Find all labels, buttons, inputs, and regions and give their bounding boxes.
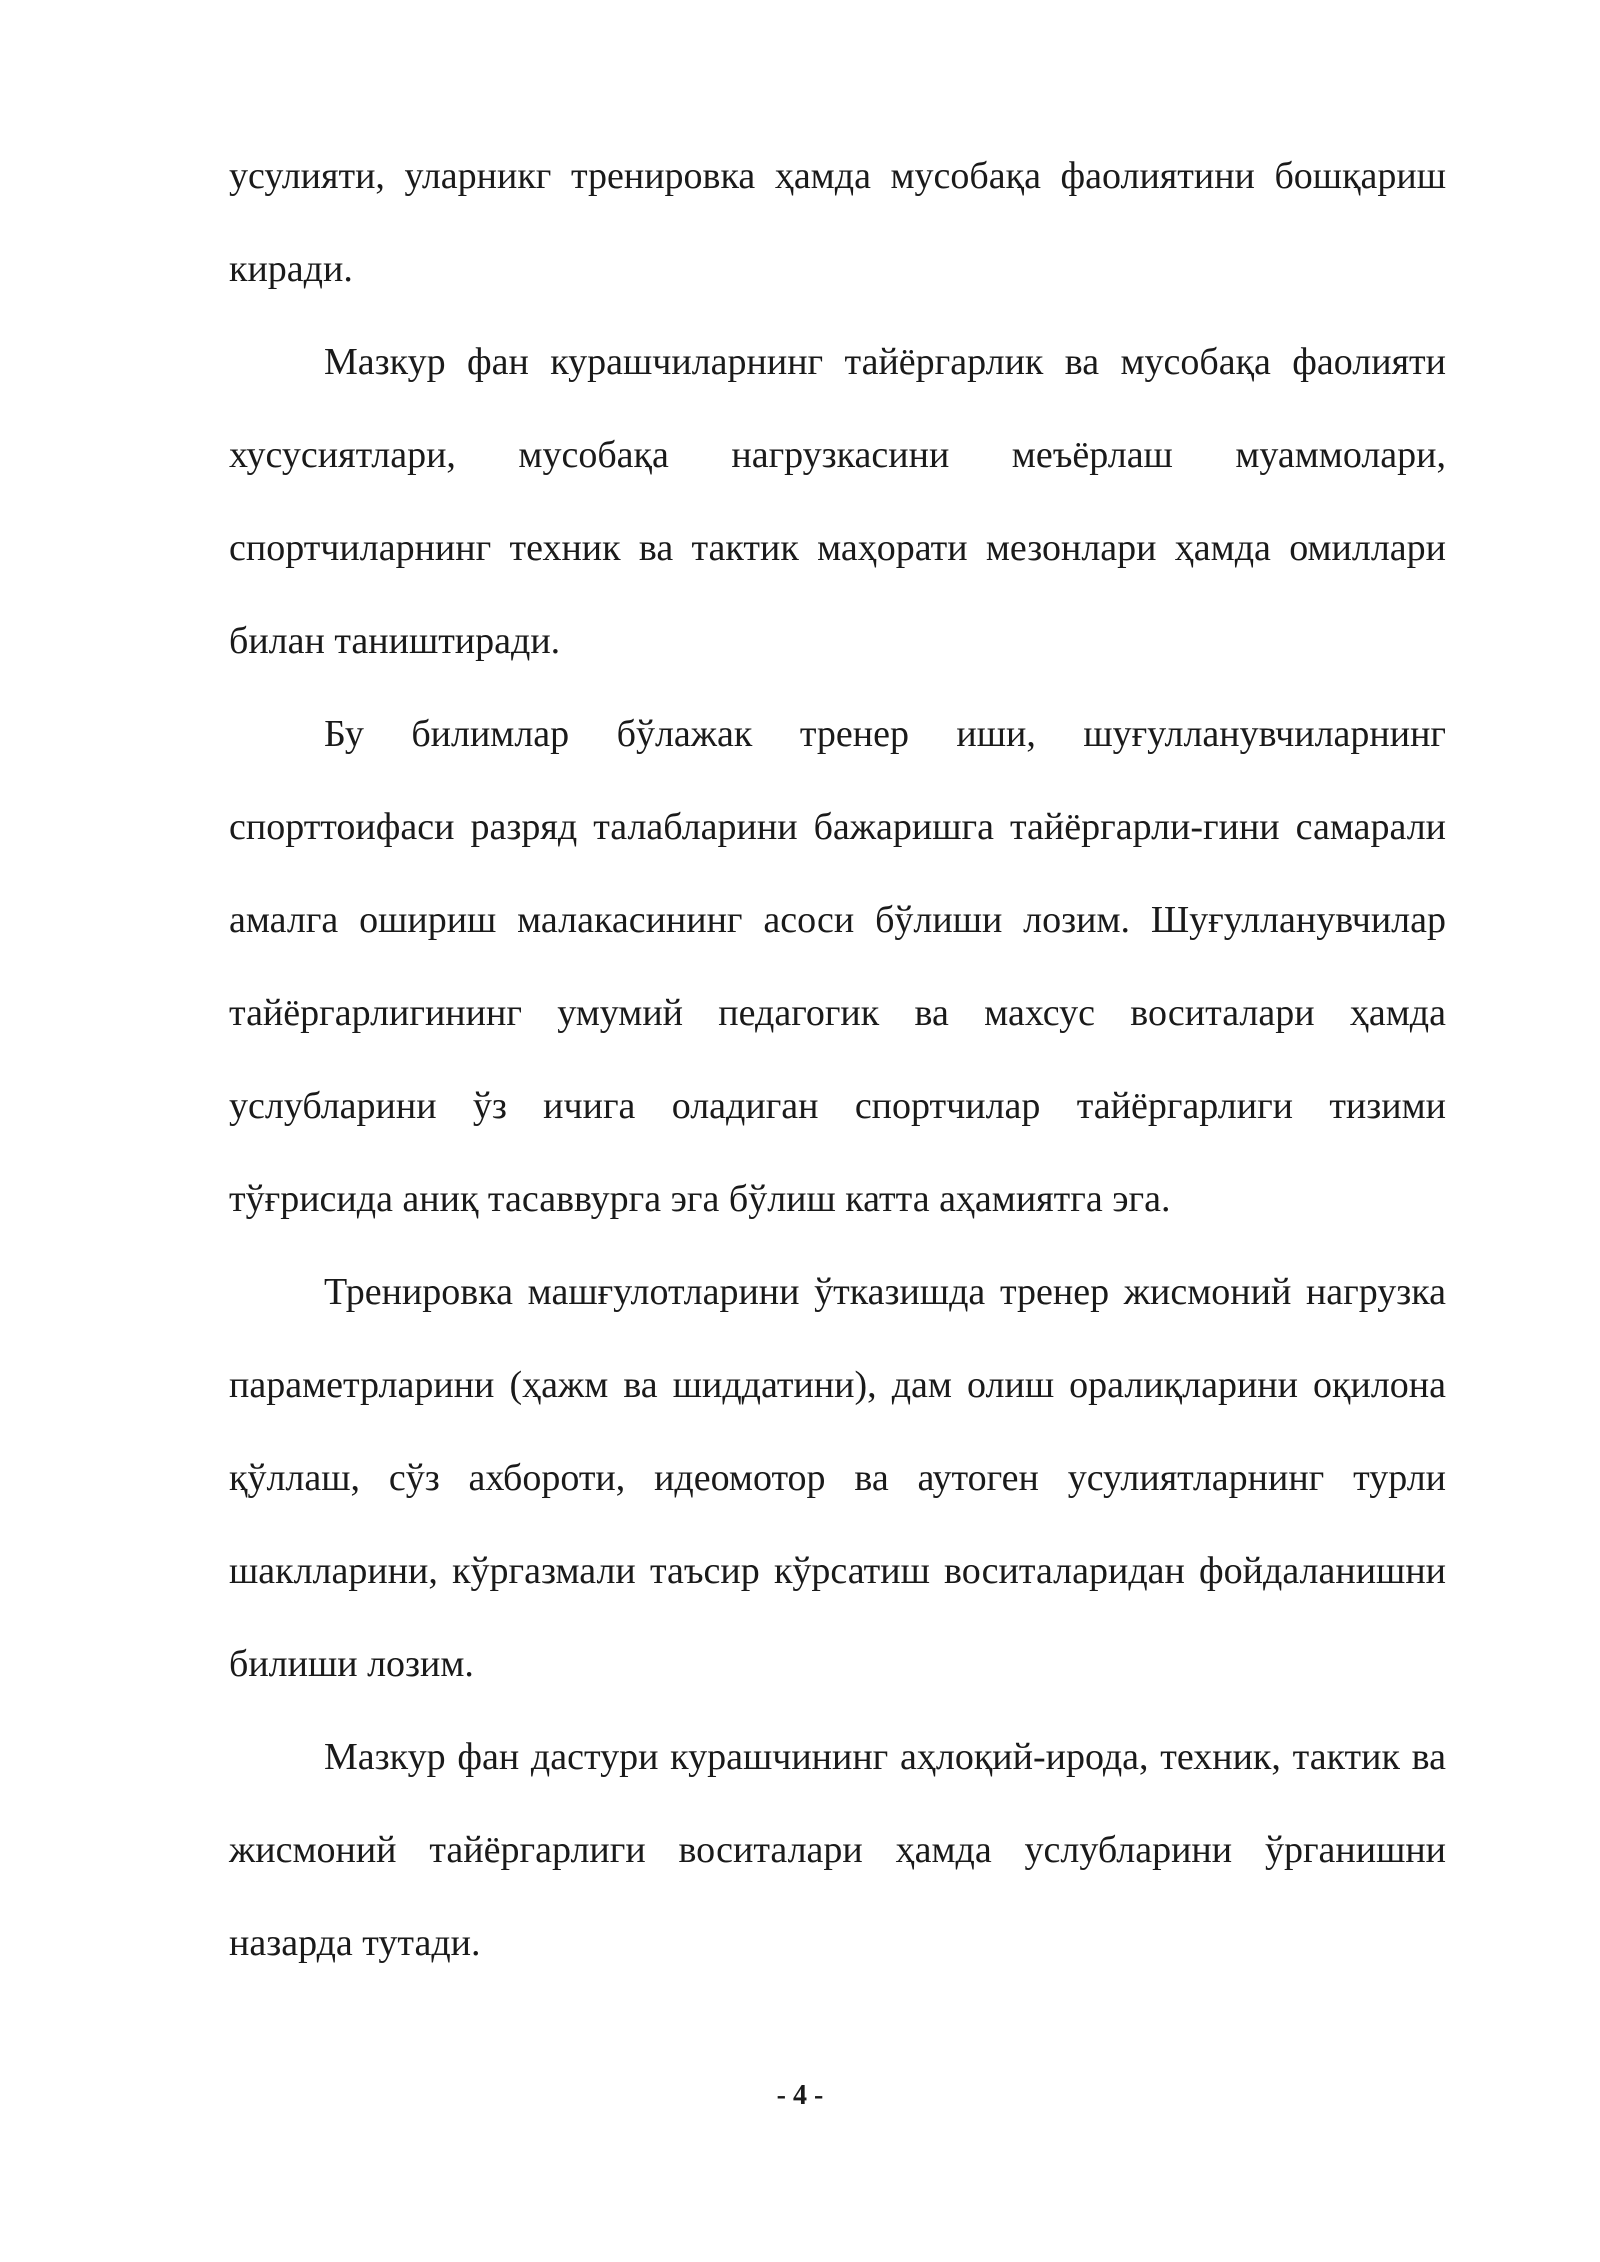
- page-number: - 4 -: [776, 2080, 824, 2111]
- paragraph: Мазкур фан курашчиларнинг тайёргарлик ва мусобақа фаолияти хусусиятлари, мусобақа нагрузкасини меъёрлаш муаммолари, спортчиларнинг техник ва тактик маҳорати мезонлари ҳамда омиллари билан таништиради.: [229, 341, 1446, 662]
- paragraph: Бу билимлар бўлажак тренер иши, шуғулланувчиларнинг спорттоифаси разряд талабларини бажаришга тайёргарли-гини самарали амалга ошириш малакасининг асоси бўлиши лозим. Шуғулланувчилар тайёргарлигининг умумий педагогик ва махсус воситалари ҳамда услубларини ўз ичига оладиган спортчилар тайёргарлиги тизими тўғрисида аниқ тасаввурга эга бўлиш катта аҳамиятга эга.: [229, 713, 1446, 1220]
- paragraph: Мазкур фан дастури курашчининг аҳлоқий-ирода, техник, тактик ва жисмоний тайёргарлиги воситалари ҳамда услубларини ўрганишни назарда тутади.: [229, 1736, 1446, 1964]
- paragraph: Тренировка машғулотларини ўтказишда тренер жисмоний нагрузка параметрларини (ҳажм ва шиддатини), дам олиш оралиқларини оқилона қўллаш, сўз ахбороти, идеомотор ва аутоген усулиятларнинг турли шаклларини, кўргазмали таъсир кўрсатиш воситаларидан фойдаланишни билиши лозим.: [229, 1271, 1446, 1685]
- paragraph-continuation: усулияти, уларникг тренировка ҳамда мусобақа фаолиятини бошқариш киради.: [229, 155, 1446, 290]
- body-text: [229, 130, 1446, 1990]
